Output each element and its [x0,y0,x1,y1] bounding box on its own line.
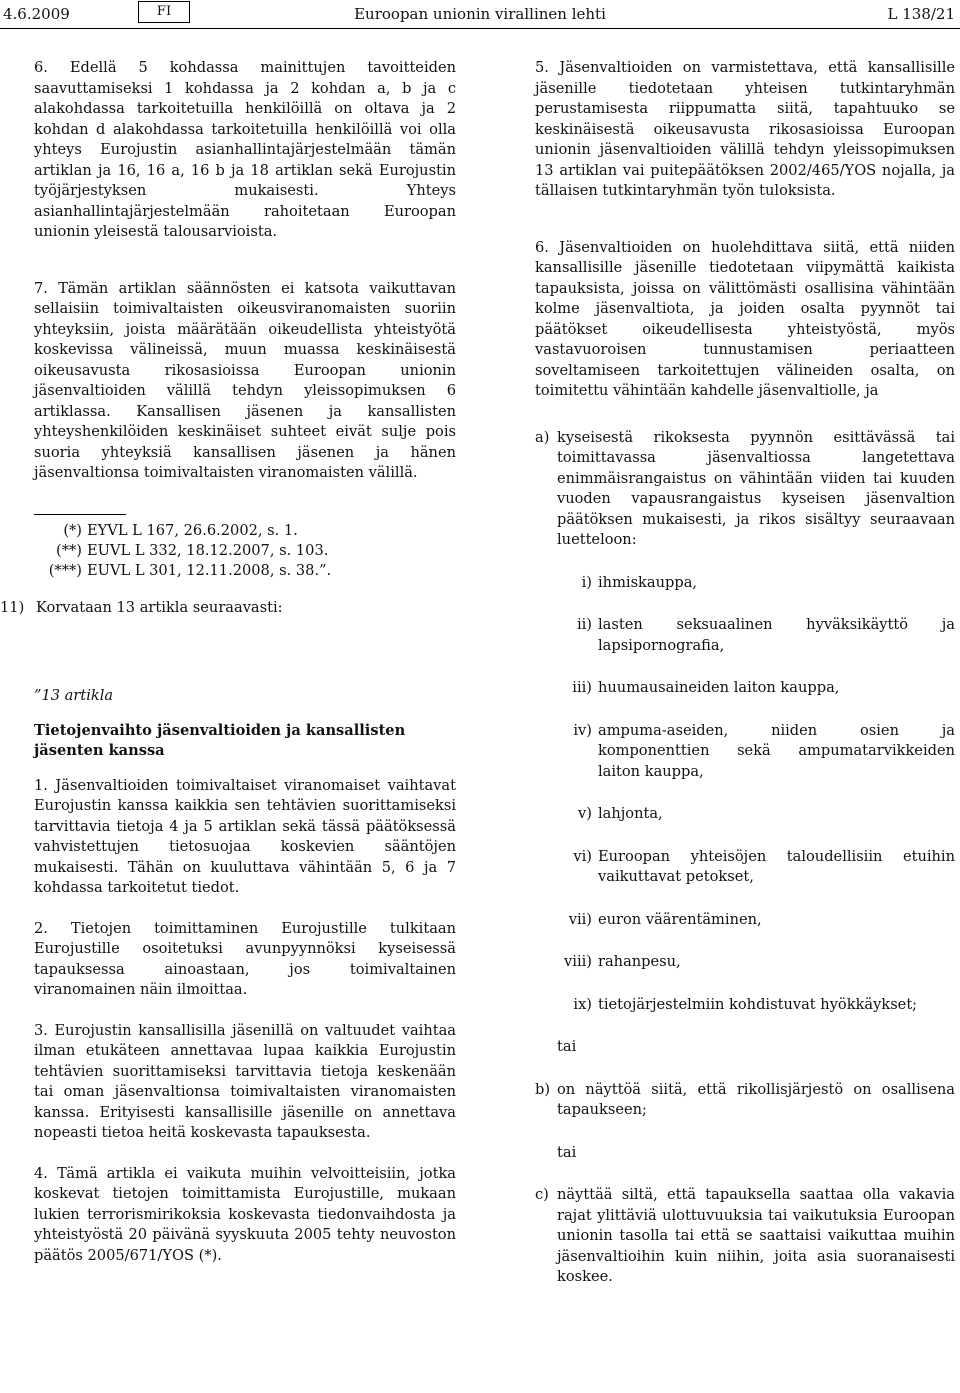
paragraph-7: 7. Tämän artiklan säännösten ei katsota vaikuttavan sellaisiin toimivaltaisten oikeusviranomaisten suoriin yhteyksiin, joista määrätään oikeudellista yhteistyötä koskevissa välineissä, muun muassa keskinäisestä oikeusavusta rikosasioissa Euroopan unionin jäsenvaltioiden välillä tehdyn yleissopimuksen 6 artiklassa. Kansallisen jäsenen ja kansallisten yhteyshenkilöiden keskinäiset suhteet eivät sulje pois suoria yhteyksiä kansallisen jäsenen ja hänen jäsenvaltionsa toimivaltaisten viranomaisten välillä. [34,279,456,481]
amendment-item [0,598,456,619]
journal-title: Euroopan unionin virallinen lehti [354,5,606,23]
article-number: ”13 artikla [34,687,114,704]
language-code: FI [138,1,190,23]
article-paragraph-5: 5. Jäsenvaltioiden on varmistettava, että kansallisille jäsenille tiedotetaan yhteisen tutkintaryhmän perustamisesta riippumatta siitä, tapahtuuko se keskinäisestä oikeusavusta rikosasioissa Euroopan unionin jäsenvaltioiden välillä tehdyn yleissopimuksen 13 artiklan vai puitepäätöksen 2002/465/YOS nojalla, ja tällaisen tutkintaryhmän työn tuloksista. [535,59,955,199]
article-paragraph-2: 2. Tietojen toimittaminen Eurojustille tulkitaan Eurojustille osoitetuksi avunpyynnöksi kyseisessä tapauksessa ainoastaan, jos toimivaltainen viranomainen näin ilmoittaa. [34,919,456,998]
footnote: (*) EYVL L 167, 26.6.2002, s. 1. [63,521,298,539]
list-item-c: c) näyttää siltä, että tapauksella saattaa olla vakavia rajat ylittäviä ulottuvuuksia tai vaikutuksia Euroopan unionin tasolla tai että se saattaisi vaikuttaa muihin jäsenvaltioihin kuin niihin, joita asia suoranaisesti koskee. [535,1186,955,1285]
article-paragraph-3: 3. Eurojustin kansallisilla jäsenillä on valtuudet vaihtaa ilman etukäteen annettavaa lupaa kaikkia Eurojustin tehtävien suorittamiseksi tarvittavia tietoja keskenään tai oman jäsenvaltionsa toimivaltaisten viranomaisten kanssa. Erityisesti kansallisille jäsenille on annettava nopeasti tietoa heitä koskevasta tapauksesta. [34,1021,456,1141]
offence-item: ix) tietojärjestelmiin kohdistuvat hyökkäykset; [573,995,918,1013]
offence-item: i) ihmiskauppa, [581,573,698,591]
conjunction-or: tai [557,1143,577,1161]
offence-item: ii) lasten seksuaalinen hyväksikäyttö ja lapsipornografia, [576,616,955,654]
publication-date: 4.6.2009 [3,5,70,23]
right-column [535,58,955,1310]
offence-item: viii) rahanpesu, [564,953,681,970]
page-header [0,0,960,29]
amendment-number: 11) [0,598,25,616]
conjunction-or: tai [557,1038,577,1055]
article-paragraph-4: 4. Tämä artikla ei vaikuta muihin velvoitteisiin, jotka koskevat tietojen toimittamista Eurojustille, mukaan lukien terrorismirikoksia koskevasta tiedonvaihdosta ja yhteistyöstä 20 päivänä syyskuuta 2005 tehty neuvoston päätös 2005/671/YOS (*). [34,1164,456,1264]
offence-item: v) lahjonta, [578,805,663,822]
article-title: Tietojenvaihto jäsenvaltioiden ja kansallisten jäsenten kanssa [34,721,406,759]
footnote: (**) EUVL L 332, 18.12.2007, s. 103. [56,541,329,559]
amendment-text: Korvataan 13 artikla seuraavasti: [36,598,283,616]
left-column [0,58,456,1286]
article-paragraph-1: 1. Jäsenvaltioiden toimivaltaiset viranomaiset vaihtavat Eurojustin kanssa kaikkia sen tehtävien suorittamiseksi tarvittavia tietoja 4 ja 5 artiklan sekä tässä päätöksessä vahvistettujen tietosuojaa koskevien sääntöjen mukaisesti. Tähän on kuuluttava vähintään 5, 6 ja 7 kohdassa tarkoitetut tiedot. [34,776,456,896]
article-paragraph-6: 6. Jäsenvaltioiden on huolehdittava siitä, että niiden kansallisille jäsenille tiedotetaan viipymättä kaikista tapauksista, joissa on välittömästi osallisina vähintään kolme jäsenvaltiota, ja joiden osalta pyynnöt tai päätökset oikeudellisesta yhteistyöstä, myös vastavuoroisen tunnustamisen periaatteen soveltamiseen tarkoitettujen välineiden osalta, on toimitettu vähintään kahdelle jäsenvaltiolle, ja [535,238,955,399]
list-item-b: b) on näyttöä siitä, että rikollisjärjestö on osallisena tapaukseen; [535,1080,955,1118]
footnote-divider [34,514,126,515]
offence-item: vi) Euroopan yhteisöjen taloudellisiin etuihin vaikuttavat petokset, [573,847,955,885]
footnotes [34,514,456,581]
offence-item: iii) huumausaineiden laiton kauppa, [572,679,840,696]
page-number: L 138/21 [887,5,955,23]
paragraph-6: 6. Edellä 5 kohdassa mainittujen tavoitteiden saavuttamiseksi 1 kohdassa ja 2 kohdan a, b ja c alakohdassa tarkoitetuilla henkilöillä on oltava ja 2 kohdan d alakohdassa tarkoitetuilla henkilöillä voi olla yhteys Eurojustin asianhallintajärjestelmään tämän artiklan ja 16, 16 a, 16 b ja 18 artiklan sekä Eurojustin työjärjestyksen mukaisesti. Yhteys asianhallintajärjestelmään rahoitetaan Euroopan unionin yleisestä talousarvioista. [34,59,456,240]
offence-item: vii) euron väärentäminen, [568,910,762,928]
footnote: (***) EUVL L 301, 12.11.2008, s. 38.”. [48,561,332,579]
list-item-a: a) kyseisestä rikoksesta pyynnön esittävässä tai toimittavassa jäsenvaltiossa langetettava enimmäisrangaistus on vähintään viiden tai kuuden vuoden vapausrangaistus kyseisen jäsenvaltion päätöksen mukaisesti, ja rikos sisältyy seuraavaan luetteloon: [535,428,955,548]
offence-item: iv) ampuma-aseiden, niiden osien ja komponenttien sekä ampumatarvikkeiden laiton kauppa, [573,721,955,780]
